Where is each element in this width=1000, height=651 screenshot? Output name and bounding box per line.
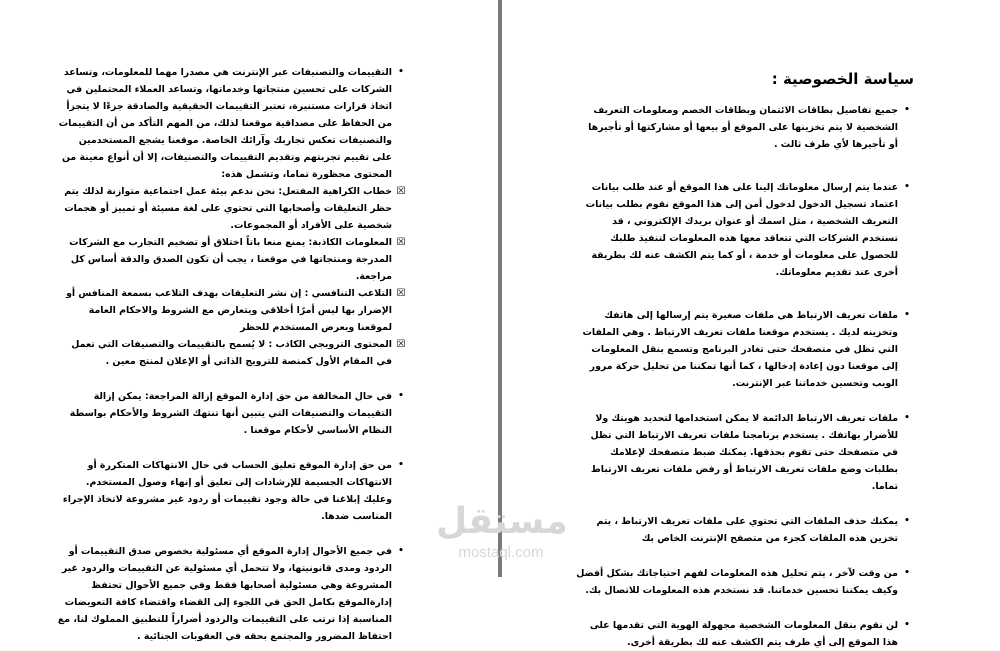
checkbox-x-icon: ☒	[396, 288, 406, 299]
list-item-text: في حال المخالفة من حق إدارة الموقع إزالة المراجعة: يمكن إزالة التقييمات والتصنيفات التي يتبين أنها تنتهك الشروط والأحكام بواسطة النظام الأساسي لأحكام موقعنا .	[69, 391, 392, 436]
bullet-icon: •	[904, 105, 910, 115]
bullet-icon: •	[398, 460, 404, 470]
watermark-site: mostaql.com	[458, 544, 544, 561]
list-item	[56, 64, 408, 183]
list-item	[56, 457, 408, 525]
list-item-text: التلاعب التنافسي : إن نشر التعليقات بهدف التلاعب بسمعة المنافس أو الإضرار بها ليس أمرًا أخلاقي ويتعارض مع الشروط والاحكام العامة لموقعنا ويعرض المستخدم للحظر	[66, 288, 392, 333]
bullet-icon: •	[904, 620, 910, 630]
list-item	[576, 307, 914, 392]
list-item	[576, 102, 914, 153]
right-document-page	[502, 0, 1000, 648]
watermark-logo: مستقل	[436, 501, 568, 542]
list-item-text: ملفات تعريف الارتباط هي ملفات صغيرة يتم إرسالها إلى هاتفك وتخزينه لديك . يستخدم موقعنا ملفات تعريف الارتباط . وهي الملفات التي تظل في متصفحك حتى تغادر البرنامج وتسمع بنقل المعلومات إلى موقعنا دون إعادة إدخالها ، كما أنها تمكننا من تحليل حركة مرور الويب وتحسين خدماتنا عبر الإنترنت.	[582, 310, 898, 389]
bullet-icon: •	[398, 67, 404, 77]
list-item-text: التقييمات والتصنيفات عبر الإنترنت هي مصدرا مهما للمعلومات، وتساعد الشركات على تحسين منتجاتها وخدماتها، وتساعد العملاء المحتملين في اتخاذ قرارات مستنيرة، تعتبر التقييمات الحقيقية والصادقة جزءًا لا يتجزأ من الحفاظ على مصداقية موقعنا لذلك، من المهم التأكد من أن التقييمات والتصنيفات تعكس تجاربك وآرائك الخاصة. موقعنا يشجع المستخدمين على تقييم تجربتهم وتقديم التقييمات والتصنيفات، إلا أن أنواع معينة من المحتوى محظورة تماما، وتشمل هذه:	[58, 67, 392, 180]
list-item	[56, 543, 408, 645]
checkbox-x-icon: ☒	[396, 339, 406, 350]
bullet-icon: •	[904, 182, 910, 192]
list-item	[56, 285, 408, 336]
right-column	[576, 60, 914, 651]
page-title: سياسة الخصوصية :	[771, 70, 914, 88]
left-document-page	[0, 0, 498, 642]
checkbox-x-icon: ☒	[396, 186, 406, 197]
list-item-text: المحتوى الترويجي الكاذب : لا يُسمح بالتقييمات والتصنيفات التي تعمل في المقام الأول كمنصة للترويج الذاتي أو الإعلان لمنتج معين .	[71, 339, 392, 367]
list-item-text: من حق إدارة الموقع تعليق الحساب في حال الانتهاكات المتكررة أو الانتهاكات الجسيمة للإرشادات إلى تعليق أو إنهاء وصول المستخدم. وعليك إبلاغنا في حالة وجود تقييمات أو ردود غير مشروعة لاتخاذ الإجراء المناسب ضدها.	[62, 460, 392, 522]
list-item	[576, 565, 914, 599]
bullet-icon: •	[904, 516, 910, 526]
list-item-text: يمكنك حذف الملفات التي تحتوي على ملفات تعريف الارتباط ، يتم تخزين هذه الملفات كجزء من متصفح الإنترنت الخاص بك	[596, 516, 898, 544]
list-item	[576, 513, 914, 547]
list-item	[56, 388, 408, 439]
list-item-text: في جميع الأحوال إدارة الموقع أي مسئولية بخصوص صدق التقييمات أو الردود ومدى قانونيتها، ولا تتحمل أي مسئولية عن التقييمات والردود غير المشروعة وهي مسئولية أصحابها فقط وفي جميع الأحوال تحتفظ إدارةالموقع بكامل الحق في اللجوء إلى القضاء واقتضاء كافة التعويضات المناسبة إذا ترتب على التقييمات والردود أضراراً للتطبيق المملوك لنا، مع احتفاظ المضرور والمجتمع بحقه في العقوبات الجنائية .	[57, 546, 392, 642]
list-item-text: خطاب الكراهية المفتعل: نحن ندعم بيئة عمل اجتماعية متوازنة لذلك يتم حظر التعليقات وأصحابها التي تحتوي على لغة مسيئة أو تمييز أو هجمات شخصية على الأفراد أو المجموعات.	[64, 186, 392, 231]
list-item	[56, 234, 408, 285]
bullet-icon: •	[398, 391, 404, 401]
list-item	[576, 617, 914, 651]
list-item	[56, 183, 408, 234]
bullet-icon: •	[904, 310, 910, 320]
list-item	[576, 410, 914, 495]
list-item-text: من وقت لآخر ، يتم تحليل هذه المعلومات لفهم احتياجاتك بشكل أفضل وكيف يمكننا تحسين خدماتنا. قد نستخدم هذه المعلومات للاتصال بك.	[576, 568, 898, 596]
bullet-icon: •	[904, 568, 910, 578]
list-item-text: جميع تفاصيل بطاقات الائتمان وبطاقات الخصم ومعلومات التعريف الشخصية لا يتم تخزينها على الموقع أو بيعها أو مشاركتها أو تأجيرها أو تأجيرها لأي طرف ثالث .	[588, 105, 898, 150]
list-item-text: لن نقوم بنقل المعلومات الشخصية مجهولة الهوية التي تقدمها على هذا الموقع إلى أي طرف يتم الكشف عنه لك بطريقة أخرى.	[589, 620, 898, 648]
bullet-icon: •	[904, 413, 910, 423]
list-item	[576, 179, 914, 281]
list-item-text: عندما يتم إرسال معلوماتك إلينا على هذا الموقع أو عند طلب بيانات اعتماد تسجيل الدخول لدخول أمن إلى هذا الموقع نقوم بطلب بيانات التعريف الشخصية ، مثل اسمك أو عنوان بريدك الإلكتروني ، قد تستخدم الشركات التي تتعاقد معها هذه المعلومات لتنفيذ طلبك للحصول على معلومات أو خدمة ، أو كما يتم الكشف عنه لك بطريقة أخرى عند تقديم معلوماتك.	[585, 182, 898, 278]
left-column	[56, 64, 408, 645]
list-item-text: ملفات تعريف الارتباط الدائمة لا يمكن استخدامها لتحديد هويتك ولا للأضرار بهاتفك . يستخدم برنامجنا ملفات تعريف الارتباط التي تظل في متصفحك حتى تقوم بحذفها. يمكنك ضبط متصفحك لإعلامك بطلبات وضع ملفات تعريف الارتباط أو رفض ملفات تعريف الارتباط تماما.	[590, 413, 898, 492]
checkbox-x-icon: ☒	[396, 237, 406, 248]
list-item	[56, 336, 408, 370]
list-item-text: المعلومات الكاذبة: يمنع منعا باتاً اختلاق أو تضخيم التجارب مع الشركات المدرجة ومنتجاتها في موقعنا ، يجب أن تكون الصدق والدقة أساس كل مراجعة.	[69, 237, 392, 282]
watermark	[436, 500, 566, 572]
bullet-icon: •	[398, 546, 404, 556]
